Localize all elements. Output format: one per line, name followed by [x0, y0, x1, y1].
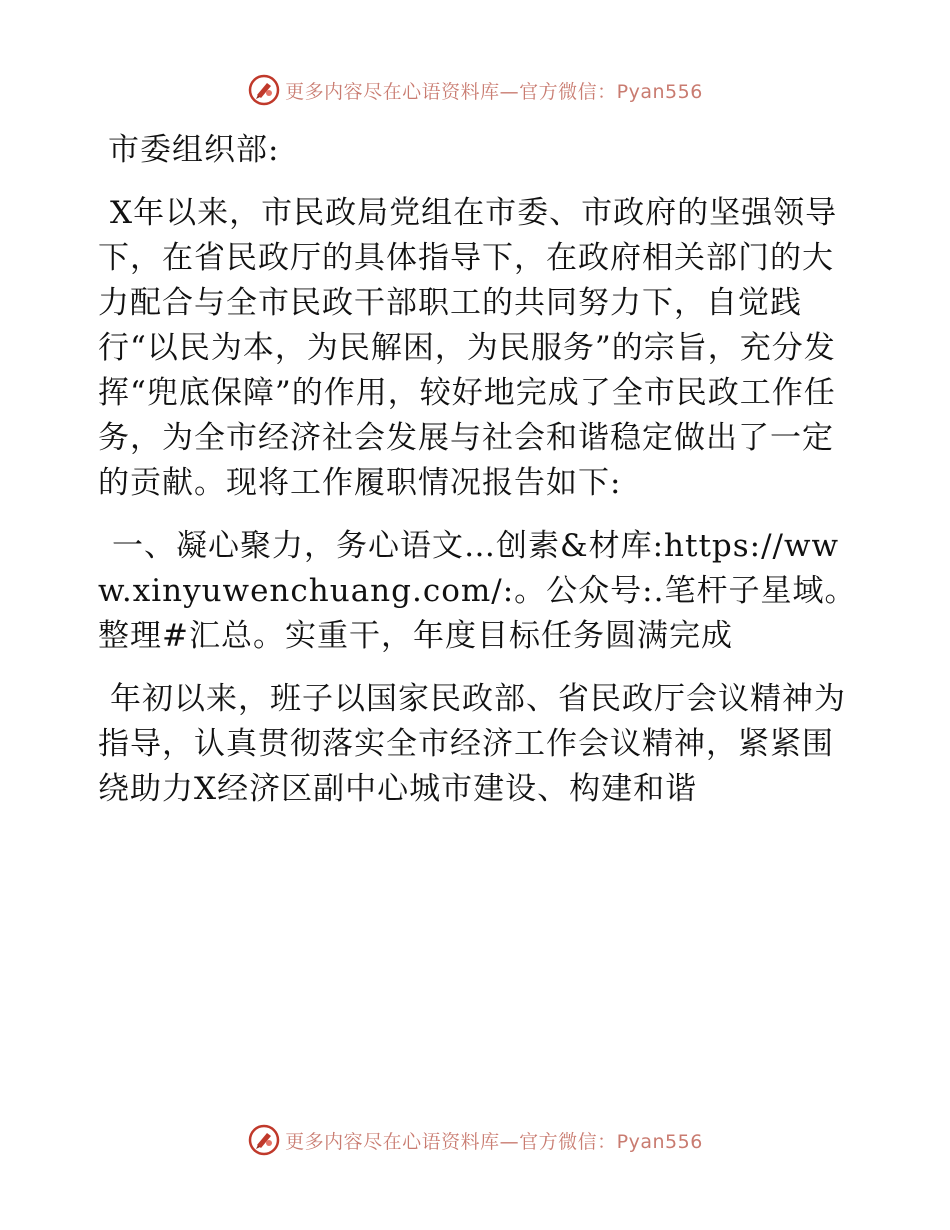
- paragraph-body: 年初以来，班子以国家民政部、省民政厅会议精神为指导，认真贯彻落实全市经济工作会议精神，紧紧围绕助力X经济区副中心城市建设、构建和谐: [98, 681, 846, 807]
- logo-icon: [247, 1123, 281, 1157]
- paragraph-intro: X年以来，市民政局党组在市委、市政府的坚强领导下，在省民政厅的具体指导下，在政府相关部门的大力配合与全市民政干部职工的共同努力下，自觉践行“以民为本，为民解困，为民服务”的宗旨，充分发挥“兜底保障”的作用，较好地完成了全市民政工作任务，为全市经济社会发展与社会和谐稳定做出了一定的贡献。现将工作履职情况报告如下:: [98, 195, 838, 501]
- section-heading: 一、凝心聚力，务心语文…创素&材库:https://www.xinyuwenchuang.com/:。公众号:.笔杆子星域。整理#汇总。实重干，年度目标任务圆满完成: [98, 528, 857, 654]
- watermark-text: 更多内容尽在心语资料库—官方微信：Pyan556: [285, 1130, 703, 1153]
- header-watermark: [0, 70, 950, 110]
- watermark-text: 更多内容尽在心语资料库—官方微信：Pyan556: [285, 80, 703, 103]
- document-body: [98, 128, 858, 812]
- salutation: 市委组织部:: [108, 132, 280, 168]
- footer-watermark: [0, 1120, 950, 1160]
- logo-icon: [247, 73, 281, 107]
